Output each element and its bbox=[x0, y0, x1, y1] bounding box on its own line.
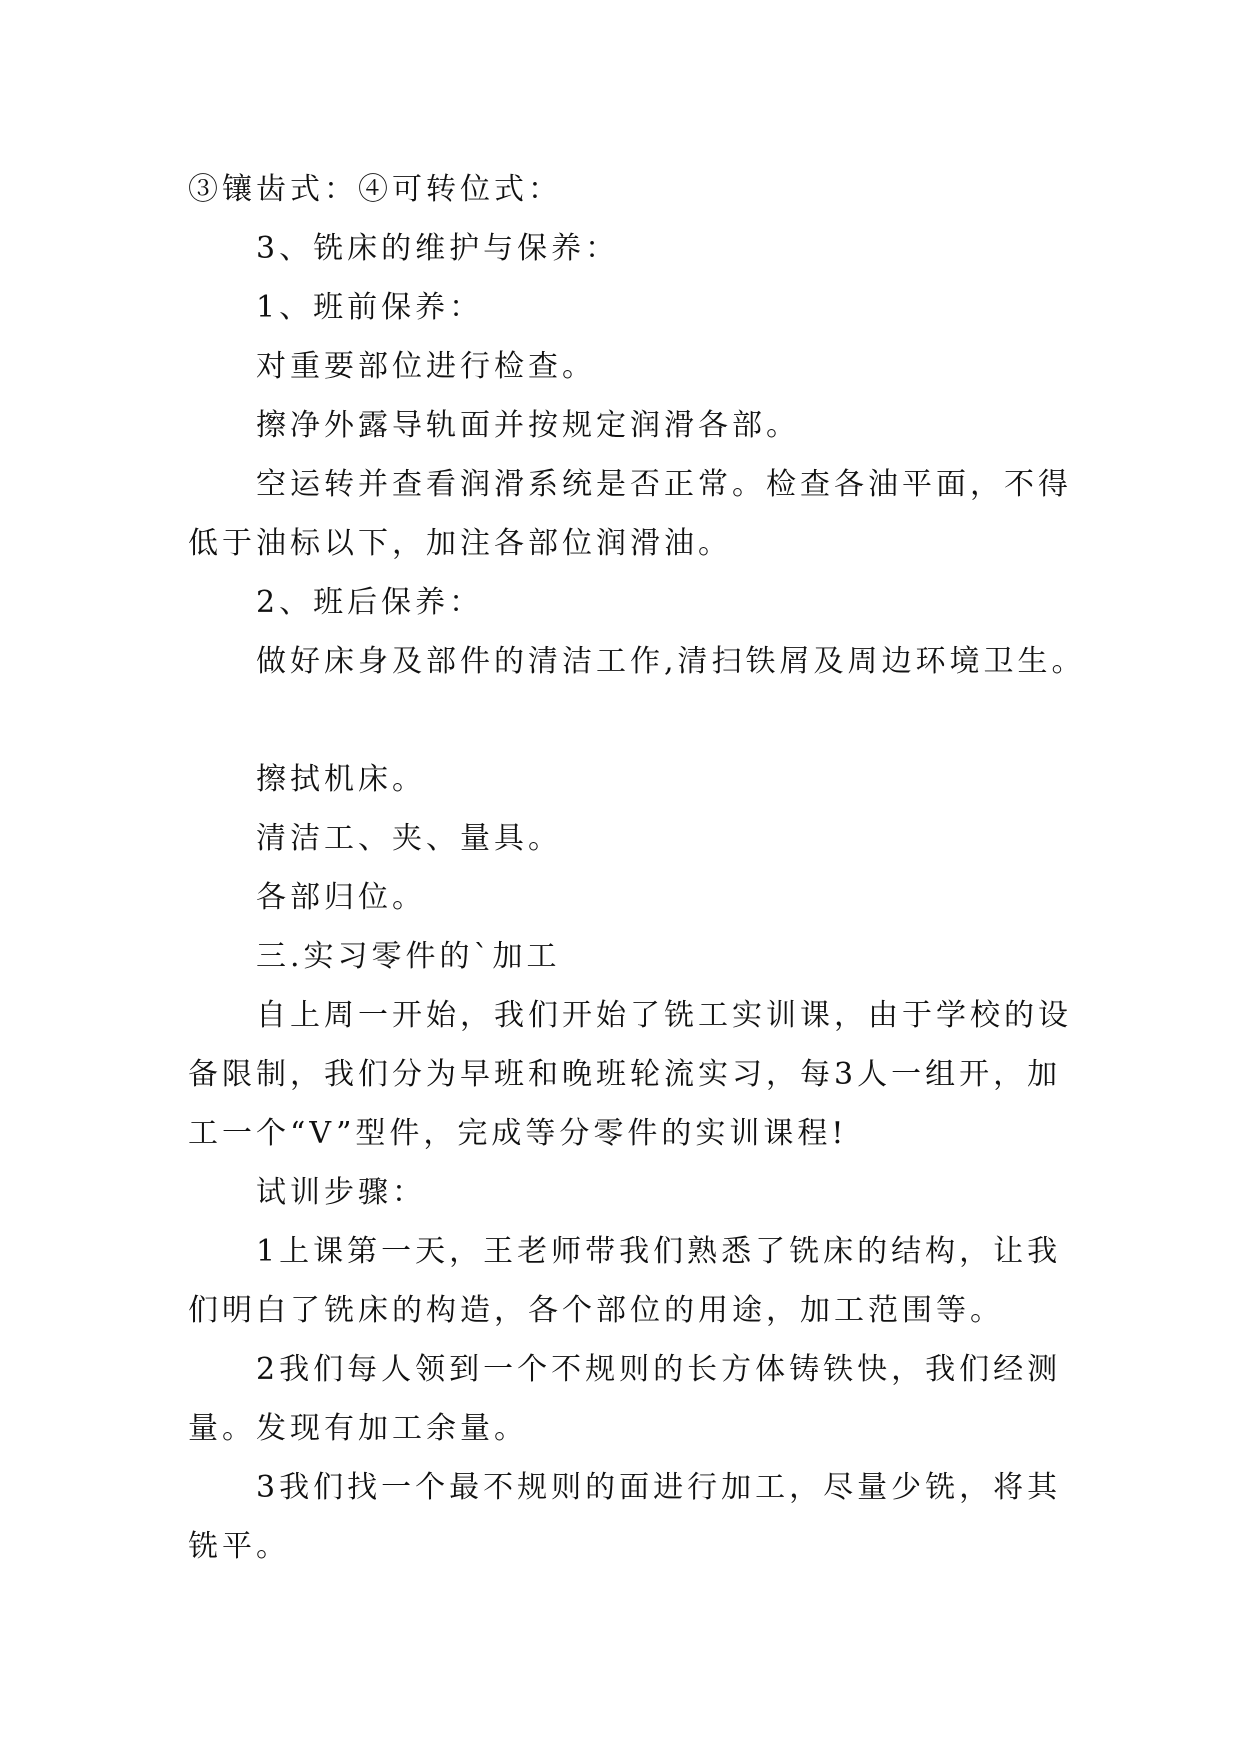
paragraph-line: 对重要部位进行检查。 bbox=[256, 349, 596, 384]
paragraph-line: 2我们每人领到一个不规则的长方体铸铁快，我们经测 bbox=[256, 1352, 1062, 1387]
paragraph-line: 擦净外露导轨面并按规定润滑各部。 bbox=[256, 408, 800, 443]
paragraph-line: 做好床身及部件的清洁工作,清扫铁屑及周边环境卫生。 bbox=[256, 644, 1086, 679]
paragraph-line: 空运转并查看润滑系统是否正常。检查各油平面，不得 bbox=[256, 467, 1072, 502]
paragraph-line: ③镶齿式：④可转位式： bbox=[188, 172, 562, 207]
heading-maintenance: 3、铣床的维护与保养： bbox=[256, 231, 620, 266]
paragraph-line: 清洁工、夹、量具。 bbox=[256, 821, 562, 856]
paragraph-line: 擦拭机床。 bbox=[256, 762, 426, 797]
paragraph-line: 们明白了铣床的构造，各个部位的用途，加工范围等。 bbox=[188, 1293, 1004, 1328]
paragraph-line: 自上周一开始，我们开始了铣工实训课，由于学校的设 bbox=[256, 998, 1072, 1033]
paragraph-line: 工一个“V”型件，完成等分零件的实训课程! bbox=[188, 1116, 848, 1151]
document-body bbox=[188, 160, 1086, 1576]
paragraph-line: 量。发现有加工余量。 bbox=[188, 1411, 528, 1446]
paragraph-line: 铣平。 bbox=[188, 1529, 290, 1564]
paragraph-line: 3我们找一个最不规则的面进行加工，尽量少铣，将其 bbox=[256, 1470, 1062, 1505]
paragraph-line: 备限制，我们分为早班和晚班轮流实习，每3人一组开，加 bbox=[188, 1057, 1062, 1092]
paragraph-gap bbox=[188, 691, 1068, 750]
paragraph-line: 各部归位。 bbox=[256, 880, 426, 915]
section-heading: 三.实习零件的`加工 bbox=[256, 939, 561, 974]
paragraph-line: 低于油标以下，加注各部位润滑油。 bbox=[188, 526, 732, 561]
subheading-pre-shift: 1、班前保养： bbox=[256, 290, 484, 325]
subheading-training-steps: 试训步骤： bbox=[256, 1175, 426, 1210]
subheading-post-shift: 2、班后保养： bbox=[256, 585, 484, 620]
paragraph-line: 1上课第一天，王老师带我们熟悉了铣床的结构，让我 bbox=[256, 1234, 1062, 1269]
